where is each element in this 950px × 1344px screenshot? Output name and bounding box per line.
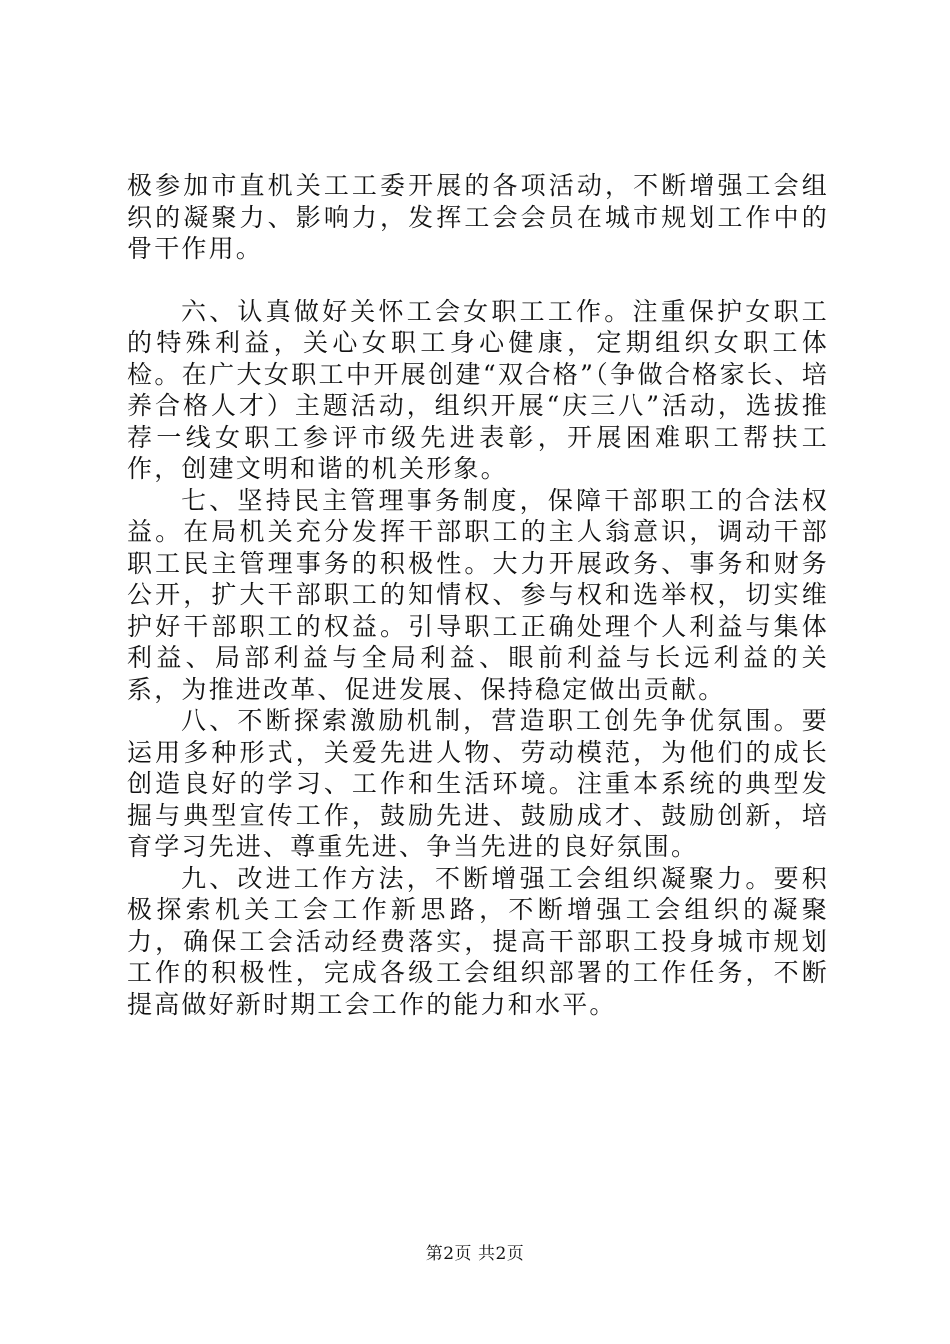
paragraph-section-9: 九、改进工作方法，不断增强工会组织凝聚力。要积极探索机关工会工作新思路，不断增强工会组织的凝聚力，确保工会活动经费落实，提高干部职工投身城市规划工作的积极性，完成各级工会组织部署的工作任务，不断提高做好新时期工会工作的能力和水平。	[127, 863, 829, 1019]
paragraph-section-6: 六、认真做好关怀工会女职工工作。注重保护女职工的特殊利益，关心女职工身心健康，定期组织女职工体检。在广大女职工中开展创建“双合格”（争做合格家长、培养合格人才）主题活动，组织开展“庆三八”活动，选拔推荐一线女职工参评市级先进表彰，开展困难职工帮扶工作，创建文明和谐的机关形象。	[127, 296, 829, 483]
page-number-footer: 第2页 共2页	[425, 1244, 525, 1264]
document-body	[127, 170, 829, 1020]
paragraph-section-8: 八、不断探索激励机制，营造职工创先争优氛围。要运用多种形式，关爱先进人物、劳动模范，为他们的成长创造良好的学习、工作和生活环境。注重本系统的典型发掘与典型宣传工作，鼓励先进、鼓励成才、鼓励创新，培育学习先进、尊重先进、争当先进的良好氛围。	[127, 706, 829, 861]
paragraph-continuation: 极参加市直机关工工委开展的各项活动，不断增强工会组织的凝聚力、影响力，发挥工会会员在城市规划工作中的骨干作用。	[127, 171, 829, 263]
paragraph-section-7: 七、坚持民主管理事务制度，保障干部职工的合法权益。在局机关充分发挥干部职工的主人翁意识，调动干部职工民主管理事务的积极性。大力开展政务、事务和财务公开，扩大干部职工的知情权、参与权和选举权，切实维护好干部职工的权益。引导职工正确处理个人利益与集体利益、局部利益与全局利益、眼前利益与长远利益的关系，为推进改革、促进发展、保持稳定做出贡献。	[127, 485, 829, 704]
